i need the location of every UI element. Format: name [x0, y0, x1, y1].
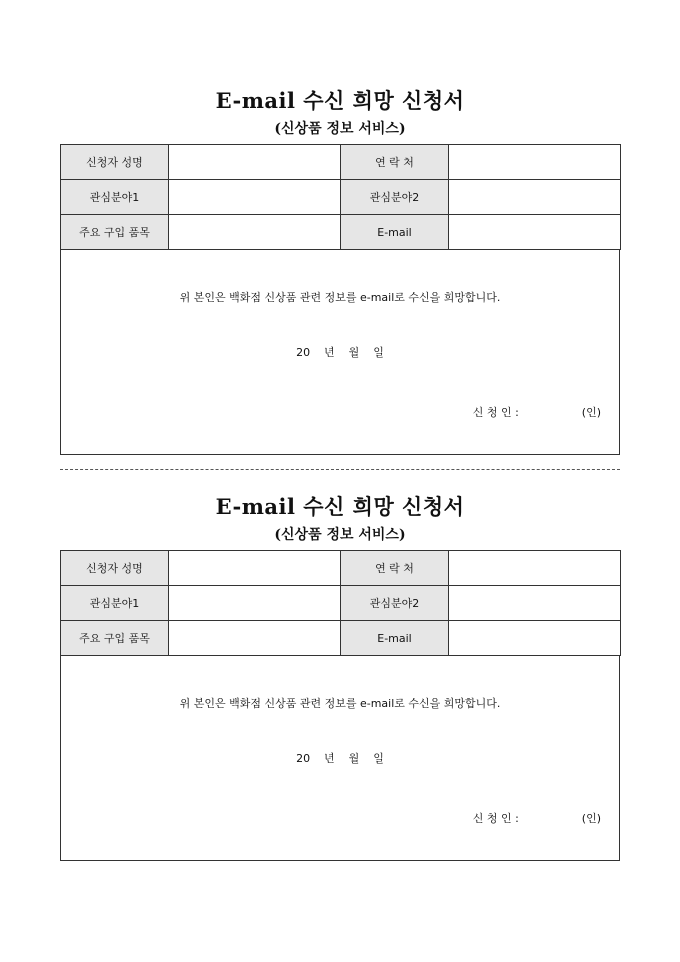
field-email[interactable]	[449, 215, 621, 250]
table-row	[61, 145, 621, 180]
label-contact: 연 락 처	[341, 551, 449, 586]
field-contact[interactable]	[449, 145, 621, 180]
field-interest-2[interactable]	[449, 586, 621, 621]
label-interest-1: 관심분야1	[61, 180, 169, 215]
field-contact[interactable]	[449, 551, 621, 586]
table-row	[61, 586, 621, 621]
consent-statement: 위 본인은 백화점 신상품 관련 정보를 e-mail로 수신을 희망합니다.	[179, 291, 501, 304]
label-applicant-name: 신청자 성명	[61, 145, 169, 180]
label-interest-2: 관심분야2	[341, 586, 449, 621]
form-subtitle: (신상품 정보 서비스)	[274, 121, 406, 137]
field-applicant-name[interactable]	[169, 551, 341, 586]
field-main-items[interactable]	[169, 621, 341, 656]
application-form-1	[60, 86, 620, 455]
label-main-items: 주요 구입 품목	[61, 215, 169, 250]
field-interest-1[interactable]	[169, 180, 341, 215]
form-table	[60, 144, 621, 250]
date-line: 20 년 월 일	[296, 346, 384, 359]
form-subtitle: (신상품 정보 서비스)	[274, 527, 406, 543]
label-interest-1: 관심분야1	[61, 586, 169, 621]
form-title: E-mail 수신 희망 신청서	[215, 88, 465, 113]
date-line: 20 년 월 일	[296, 752, 384, 765]
table-row	[61, 551, 621, 586]
form-table	[60, 550, 621, 656]
field-main-items[interactable]	[169, 215, 341, 250]
label-applicant-name: 신청자 성명	[61, 551, 169, 586]
consent-box	[60, 656, 620, 861]
field-email[interactable]	[449, 621, 621, 656]
label-interest-2: 관심분야2	[341, 180, 449, 215]
applicant-signature-line: 신 청 인 : (인)	[472, 812, 601, 825]
field-applicant-name[interactable]	[169, 145, 341, 180]
table-row	[61, 621, 621, 656]
table-row	[61, 215, 621, 250]
table-row	[61, 180, 621, 215]
label-email: E-mail	[341, 621, 449, 656]
field-interest-2[interactable]	[449, 180, 621, 215]
cut-line-divider	[60, 469, 620, 470]
application-form-2	[60, 492, 620, 861]
label-main-items: 주요 구입 품목	[61, 621, 169, 656]
applicant-signature-line: 신 청 인 : (인)	[472, 406, 601, 419]
label-contact: 연 락 처	[341, 145, 449, 180]
consent-box	[60, 250, 620, 455]
consent-statement: 위 본인은 백화점 신상품 관련 정보를 e-mail로 수신을 희망합니다.	[179, 697, 501, 710]
form-title: E-mail 수신 희망 신청서	[215, 494, 465, 519]
label-email: E-mail	[341, 215, 449, 250]
field-interest-1[interactable]	[169, 586, 341, 621]
